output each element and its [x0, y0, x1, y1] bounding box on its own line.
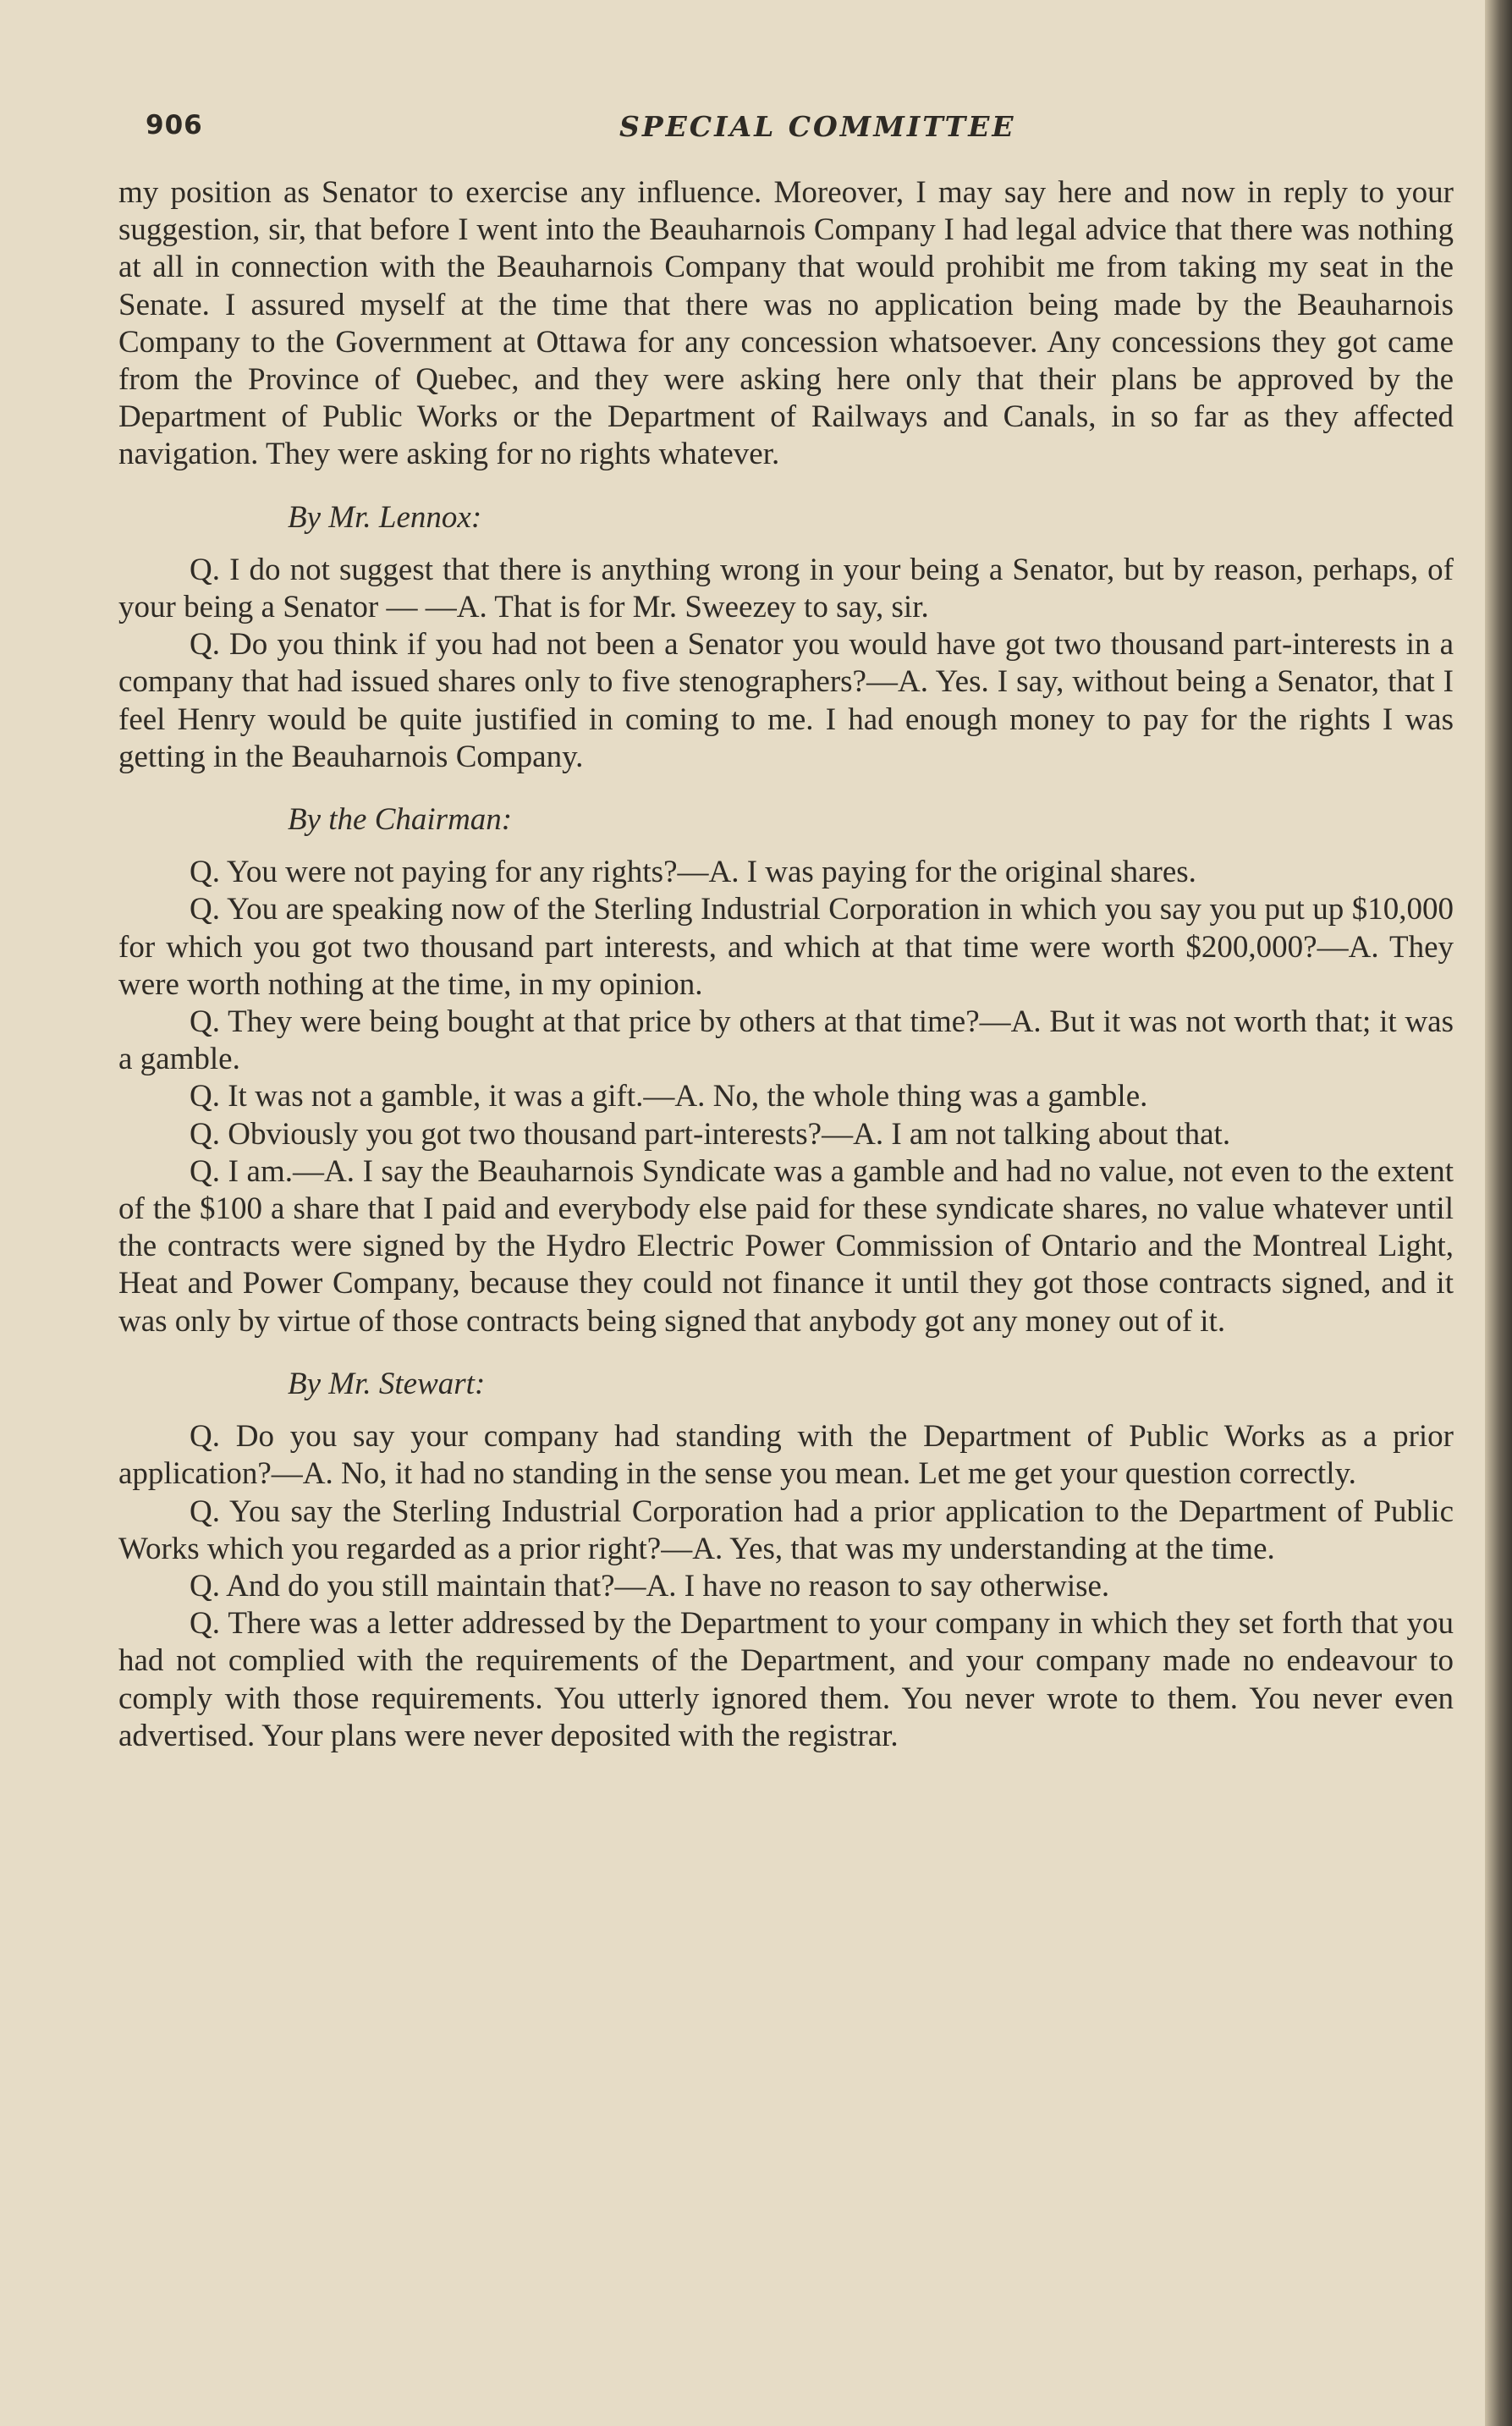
transcript-body: [118, 174, 1454, 1755]
question-answer: Q. You say the Sterling Industrial Corporation had a prior application to the Department of Public Works which you regarded as a prior right?—A. Yes, that was my understanding at the time.: [118, 1494, 1454, 1566]
question-answer: Q. There was a letter addressed by the Department to your company in which they set forth that you had not complied with the requirements of the Department, and your company made no endeavour to comply with those requirements. You utterly ignored them. You never wrote to them. You never even advertised. Your plans were never deposited with the registrar.: [118, 1606, 1454, 1753]
speaker-heading-chairman: By the Chairman:: [288, 802, 513, 838]
question-answer: Q. Do you say your company had standing with the Department of Public Works as a prior application?—A. No, it had no standing in the sense you mean. Let me get your question correctly.: [118, 1419, 1454, 1492]
question-answer: Q. Obviously you got two thousand part-interests?—A. I am not talking about that.: [190, 1116, 1231, 1152]
page-header: [146, 110, 1465, 151]
paragraph-continuation: my position as Senator to exercise any influence. Moreover, I may say here and now in reply to your suggestion, sir, that before I went into the Beauharnois Company I had legal advice that there was nothing at all in connection with the Beauharnois Company that would prohibit me from taking my seat in the Senate. I assured myself at the time that there was no application being made by the Beauharnois Company to the Government at Ottawa for any concession whatsoever. Any concessions they got came from the Province of Quebec, and they were asking here only that their plans be approved by the Department of Public Works or the Department of Railways and Canals, in so far as they affected navigation. They were asking for no rights whatever.: [118, 175, 1454, 472]
running-head: SPECIAL COMMITTEE: [619, 110, 1016, 143]
speaker-heading-stewart: By Mr. Stewart:: [288, 1366, 486, 1401]
question-answer: Q. It was not a gamble, it was a gift.—A. No, the whole thing was a gamble.: [190, 1079, 1148, 1114]
question-answer: Q. I do not suggest that there is anything wrong in your being a Senator, but by reason, perhaps, of your being a Senator — —A. That is for Mr. Sweezey to say, sir.: [118, 552, 1454, 625]
page-number: 906: [146, 110, 203, 140]
speaker-heading-lennox: By Mr. Lennox:: [288, 499, 482, 535]
question-answer: Q. You were not paying for any rights?—A. I was paying for the original shares.: [190, 855, 1196, 890]
question-answer: Q. You are speaking now of the Sterling Industrial Corporation in which you say you put up $10,000 for which you got two thousand part interests, and which at that time were worth $200,000?—A. They were worth nothing at the time, in my opinion.: [118, 892, 1454, 1002]
question-answer: Q. Do you think if you had not been a Senator you would have got two thousand part-interests in a company that had issued shares only to five stenographers?—A. Yes. I say, without being a Senator, that I feel Henry would be quite justified in coming to me. I had enough money to pay for the rights I was getting in the Beauharnois Company.: [118, 627, 1454, 774]
question-answer: Q. They were being bought at that price by others at that time?—A. But it was not worth that; it was a gamble.: [118, 1004, 1454, 1077]
page-binding-edge: [1485, 0, 1512, 2426]
question-answer: Q. And do you still maintain that?—A. I have no reason to say otherwise.: [190, 1568, 1110, 1604]
question-answer: Q. I am.—A. I say the Beauharnois Syndicate was a gamble and had no value, not even to the extent of the $100 a share that I paid and everybody else paid for these syndicate shares, no value whatever until the contracts were signed by the Hydro Electric Power Commission of Ontario and the Montreal Light, Heat and Power Company, because they could not finance it until they got those contracts signed, and it was only by virtue of those contracts being signed that anybody got any money out of it.: [118, 1153, 1454, 1339]
